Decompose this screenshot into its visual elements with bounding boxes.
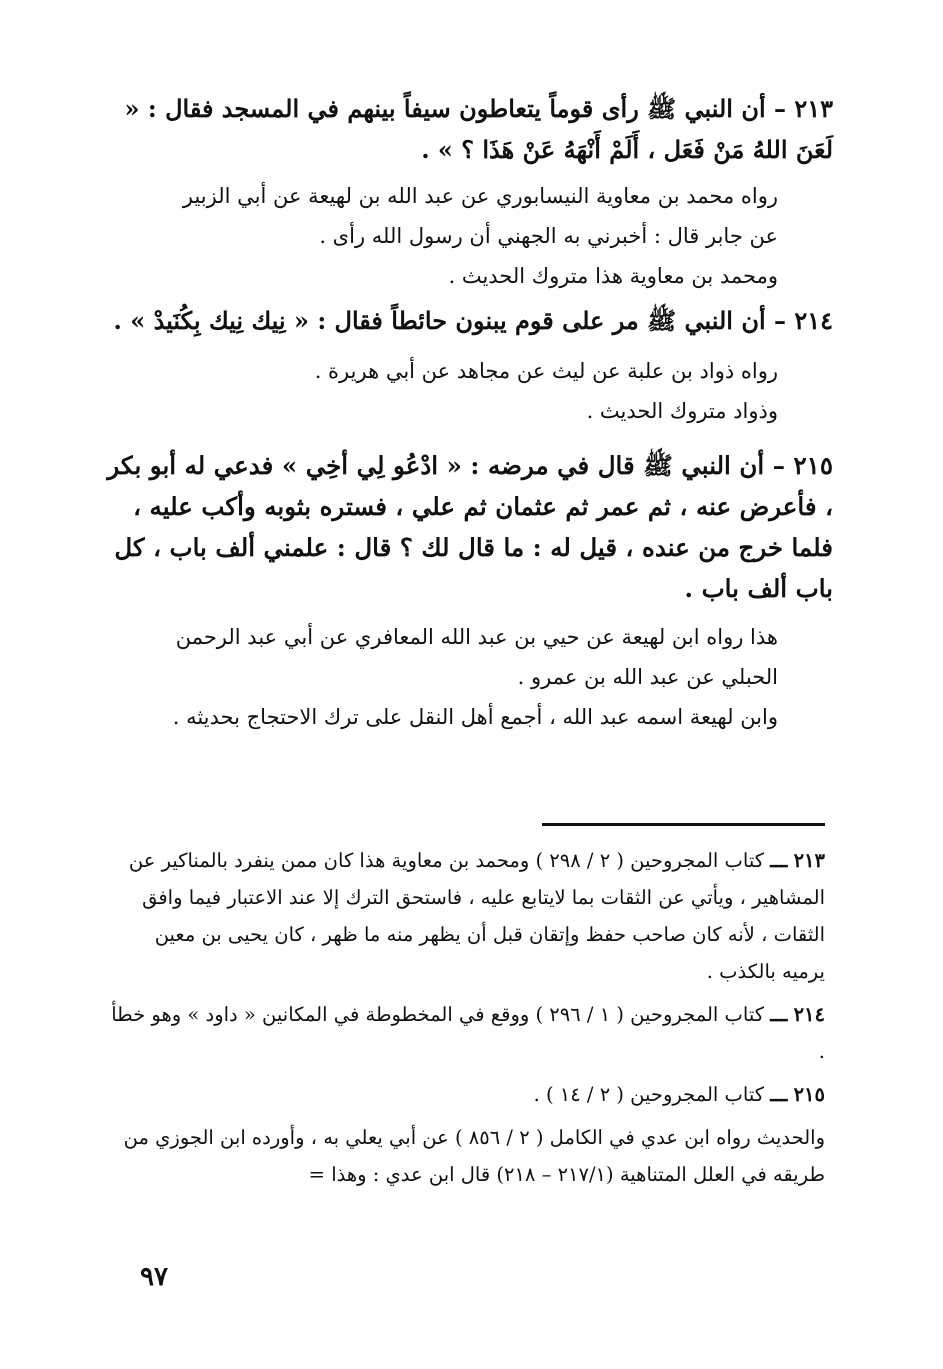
footnote-dash: ـــ xyxy=(770,849,788,872)
footnotes xyxy=(108,842,825,1199)
narration-line: رواه محمد بن معاوية النيسابوري عن عبد الله بن لهيعة عن أبي الزبير xyxy=(182,184,778,208)
narration-215 xyxy=(100,617,833,737)
footnote-text: والحديث رواه ابن عدي في الكامل ( ٢ / ٨٥٦ ) عن أبي يعلي به ، وأورده ابن الجوزي من طريقه في العلل المتناهية (٢١٧/١ – ٢١٨) قال ابن عدي : وهذا = xyxy=(123,1126,825,1186)
main-text xyxy=(100,88,833,737)
footnote-214 xyxy=(108,996,825,1070)
footnote-text: كتاب المجروحين ( ٢ / ١٤ ) . xyxy=(533,1083,765,1106)
page-number: ٩٧ xyxy=(140,1262,168,1292)
narration-213 xyxy=(100,176,833,296)
narration-line: عن جابر قال : أخبرني به الجهني أن رسول الله رأى . xyxy=(319,224,778,248)
hadith-215: ٢١٥ – أن النبي ﷺ قال في مرضه : « ادْعُو لِي أخِي » فدعي له أبو بكر ، فأعرض عنه ، ثم عمر ثم عثمان ثم علي ، فستره بثوبه وأكب عليه ، فلما خرج من عنده ، قيل له : ما قال لك ؟ قال : علمني ألف باب ، كل باب ألف باب . xyxy=(107,451,833,603)
narration-214 xyxy=(100,351,833,431)
footnote-215 xyxy=(108,1076,825,1113)
footnote-divider xyxy=(542,823,825,826)
footnote-text: كتاب المجروحين ( ١ / ٢٩٦ ) ووقع في المخطوطة في المكانين « داود » وهو خطأ . xyxy=(111,1003,825,1063)
footnote-213 xyxy=(108,842,825,990)
footnote-number: ٢١٤ xyxy=(793,1003,825,1026)
footnote-number: ٢١٣ xyxy=(793,849,825,872)
footnote-text: كتاب المجروحين ( ٢ / ٢٩٨ ) ومحمد بن معاوية هذا كان ممن ينفرد بالمناكير عن المشاهير ، ويأتي عن الثقات بما لايتابع عليه ، فاستحق الترك إلا عند الاعتبار فيما وافق الثقات ، لأنه كان صاحب حفظ وإتقان قبل أن يظهر منه ما ظهر ، كان يحيى بن معين يرميه بالكذب . xyxy=(128,849,825,983)
hadith-214: ٢١٤ – أن النبي ﷺ مر على قوم يبنون حائطاً فقال : « نِيك نِيك بِكُنَيدْ » . xyxy=(113,306,833,335)
narration-line: الحبلي عن عبد الله بن عمرو . xyxy=(517,665,778,689)
footnote-number: ٢١٥ xyxy=(793,1083,825,1106)
narration-line: وذواد متروك الحديث . xyxy=(586,399,778,423)
footnote-continuation xyxy=(108,1119,825,1193)
narration-line: هذا رواه ابن لهيعة عن حيي بن عبد الله المعافري عن أبي عبد الرحمن xyxy=(175,625,778,649)
hadith-213: ٢١٣ – أن النبي ﷺ رأى قوماً يتعاطون سيفاً بينهم في المسجد فقال : « لَعَنَ اللهُ مَنْ فَعَل ، أَلَمْ أَنْهَهُ عَنْ هَذَا ؟ » . xyxy=(124,94,833,164)
footnote-dash: ـــ xyxy=(770,1083,788,1106)
narration-line: رواه ذواد بن علبة عن ليث عن مجاهد عن أبي هريرة . xyxy=(314,359,778,383)
footnote-dash: ـــ xyxy=(770,1003,788,1026)
narration-line: وابن لهيعة اسمه عبد الله ، أجمع أهل النقل على ترك الاحتجاج بحديثه . xyxy=(172,705,778,729)
narration-line: ومحمد بن معاوية هذا متروك الحديث . xyxy=(448,264,778,288)
